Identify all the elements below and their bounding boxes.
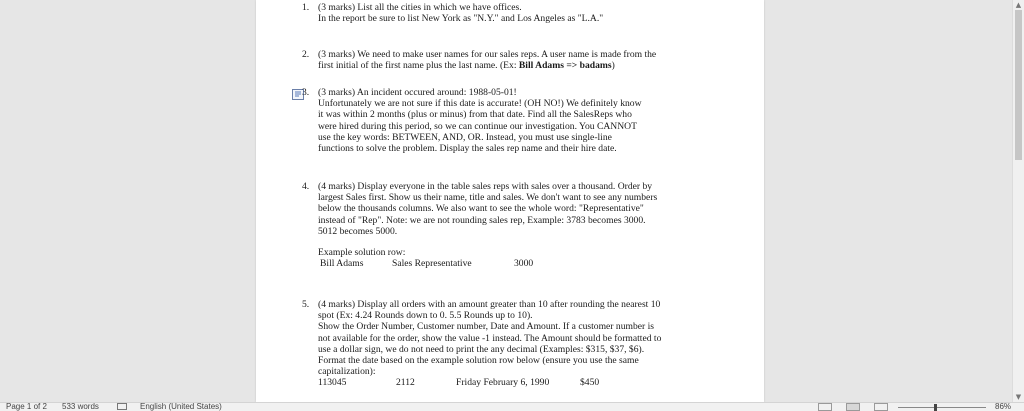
question-line: largest Sales first. Show us their name, title and sales. We don't want to see any numbers — [318, 192, 658, 204]
question-line: instead of "Rep". Note: we are not rounding sales rep, Example: 3783 becomes 3000. — [318, 214, 646, 226]
question-text: ) — [611, 60, 615, 72]
question-line: spot (Ex: 4.24 Rounds down to 0. 5.5 Rounds up to 10). — [318, 310, 533, 322]
question-line: (3 marks) An incident occured around: 1988-05-01! — [318, 87, 517, 98]
question-line: use the key words: BETWEEN, AND, OR. Instead, you must use single-line — [318, 131, 612, 143]
example-name: Bill Adams — [320, 258, 364, 270]
question-1 — [302, 2, 702, 24]
status-bar — [0, 402, 1024, 411]
read-mode-button[interactable] — [818, 403, 832, 411]
question-line: Unfortunately we are not sure if this date is accurate! (OH NO!) We definitely know — [318, 98, 642, 110]
document-page[interactable] — [256, 0, 764, 402]
username-example: Bill Adams => badams — [518, 60, 612, 72]
question-text: first initial of the first name plus the last name. (Ex: — [318, 60, 519, 72]
page-count[interactable]: Page 1 of 2 — [6, 402, 47, 411]
example-row — [318, 258, 702, 270]
question-line: use a dollar sign, we do not need to print the any decimal (Examples: $315, $37, $6). — [318, 343, 645, 355]
scrollbar-thumb[interactable] — [1015, 10, 1022, 160]
proofing-icon[interactable] — [117, 403, 127, 410]
example-row — [318, 377, 702, 389]
question-line: (4 marks) Display all orders with an amount greater than 10 after rounding the nearest 10 — [318, 299, 661, 310]
language[interactable]: English (United States) — [140, 402, 222, 411]
question-3 — [302, 87, 702, 154]
question-4 — [302, 181, 702, 270]
question-line: (3 marks) We need to make user names for our sales reps. A user name is made from the — [318, 49, 657, 60]
question-line: (3 marks) List all the cities in which we have offices. — [318, 2, 522, 13]
zoom-slider-handle[interactable] — [934, 404, 937, 411]
question-line: (4 marks) Display everyone in the table sales reps with sales over a thousand. Order by — [318, 181, 653, 192]
vertical-scrollbar[interactable] — [1012, 0, 1024, 402]
chevron-down-icon[interactable]: ▼ — [1015, 393, 1022, 401]
question-line: functions to solve the problem. Display the sales rep name and their hire date. — [318, 143, 617, 155]
zoom-slider[interactable] — [898, 407, 986, 408]
question-line — [318, 60, 702, 71]
example-label: Example solution row: — [318, 247, 406, 259]
question-line: In the report be sure to list New York as "N.Y." and Los Angeles as "L.A." — [318, 13, 604, 25]
example-sales: 3000 — [514, 258, 534, 270]
question-line: below the thousands columns. We also want to see the whole word: "Representative" — [318, 203, 644, 215]
example-customer-number: 2112 — [396, 377, 415, 389]
chevron-up-icon[interactable]: ▲ — [1015, 1, 1022, 9]
question-line: capitalization): — [318, 366, 376, 378]
question-number: 4. — [302, 181, 310, 192]
question-5 — [302, 299, 702, 389]
question-line: Format the date based on the example solution row below (ensure you use the same — [318, 355, 639, 367]
question-line: were hired during this period, so we can continue our investigation. You CANNOT — [318, 120, 637, 132]
web-layout-button[interactable] — [874, 403, 888, 411]
question-line: 5012 becomes 5000. — [318, 225, 398, 237]
example-order-number: 113045 — [318, 377, 347, 389]
question-line: Show the Order Number, Customer number, Date and Amount. If a customer number is — [318, 321, 655, 333]
question-line: not available for the order, show the value -1 instead. The Amount should be formatted to — [318, 332, 662, 344]
question-number: 3. — [302, 87, 310, 98]
zoom-level[interactable]: 86% — [995, 402, 1012, 411]
question-number: 1. — [302, 2, 310, 13]
question-2 — [302, 49, 702, 71]
print-layout-button[interactable] — [846, 403, 860, 411]
example-date: Friday February 6, 1990 — [456, 377, 550, 389]
example-amount: $450 — [580, 377, 600, 389]
question-number: 2. — [302, 49, 310, 60]
example-title: Sales Representative — [392, 258, 472, 270]
question-number: 5. — [302, 299, 310, 310]
word-count[interactable]: 533 words — [62, 402, 99, 411]
question-line: it was within 2 months (plus or minus) from that date. Find all the SalesReps who — [318, 109, 632, 121]
